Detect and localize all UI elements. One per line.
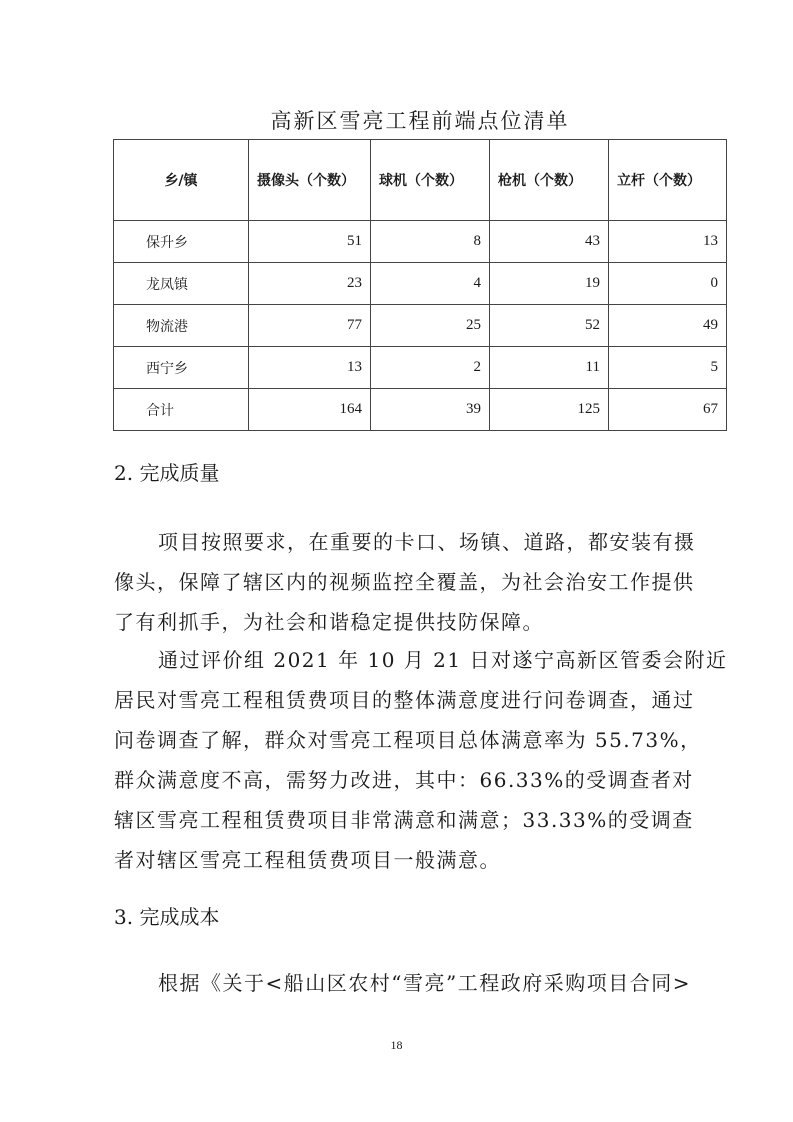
table-row [114, 263, 727, 305]
paragraph-line: 了有利抓手，为社会和谐稳定提供技防保障。 [114, 610, 544, 634]
table-title: 高新区雪亮工程前端点位清单 [270, 109, 570, 133]
cell-town: 龙凤镇 [114, 263, 249, 305]
cell-town: 西宁乡 [114, 347, 249, 389]
cell-cameras: 77 [249, 305, 371, 347]
equipment-table [113, 139, 727, 431]
section-heading: 3. 完成成本 [114, 905, 220, 929]
cell-cameras: 23 [249, 263, 371, 305]
cell-bullet: 43 [490, 221, 609, 263]
table-total-row [114, 389, 727, 431]
cell-town: 物流港 [114, 305, 249, 347]
cell-poles: 13 [609, 221, 727, 263]
cell-bullet: 125 [490, 389, 609, 431]
cell-dome: 8 [371, 221, 490, 263]
header-dome: 球机（个数） [371, 140, 490, 221]
paragraph-line: 通过评价组 2021 年 10 月 21 日对遂宁高新区管委会附近 [158, 648, 728, 672]
cell-poles: 49 [609, 305, 727, 347]
table-row [114, 305, 727, 347]
cell-cameras: 13 [249, 347, 371, 389]
paragraph-line: 项目按照要求，在重要的卡口、场镇、道路，都安装有摄 [158, 530, 696, 554]
paragraph-line: 居民对雪亮工程租赁费项目的整体满意度进行问卷调查，通过 [114, 688, 695, 712]
table-header-row [114, 140, 727, 221]
paragraph-line: 根据《关于<船山区农村“雪亮”工程政府采购项目合同> [158, 971, 691, 995]
cell-bullet: 19 [490, 263, 609, 305]
paragraph-line: 问卷调查了解，群众对雪亮工程项目总体满意率为 55.73%， [114, 728, 702, 752]
page-number: 18 [390, 1038, 403, 1052]
paragraph-line: 者对辖区雪亮工程租赁费项目一般满意。 [114, 848, 501, 872]
cell-town: 合计 [114, 389, 249, 431]
cell-cameras: 51 [249, 221, 371, 263]
cell-poles: 5 [609, 347, 727, 389]
cell-dome: 39 [371, 389, 490, 431]
cell-cameras: 164 [249, 389, 371, 431]
cell-dome: 25 [371, 305, 490, 347]
header-town: 乡/镇 [114, 140, 249, 221]
cell-dome: 2 [371, 347, 490, 389]
cell-poles: 0 [609, 263, 727, 305]
cell-bullet: 52 [490, 305, 609, 347]
cell-town: 保升乡 [114, 221, 249, 263]
cell-poles: 67 [609, 389, 727, 431]
cell-bullet: 11 [490, 347, 609, 389]
section-heading: 2. 完成质量 [114, 461, 220, 485]
paragraph-line: 辖区雪亮工程租赁费项目非常满意和满意；33.33%的受调查 [114, 808, 694, 832]
header-bullet: 枪机（个数） [490, 140, 609, 221]
table-row [114, 221, 727, 263]
header-cameras: 摄像头（个数） [249, 140, 371, 221]
paragraph-line: 像头，保障了辖区内的视频监控全覆盖，为社会治安工作提供 [114, 570, 695, 594]
table-row [114, 347, 727, 389]
paragraph-line: 群众满意度不高，需努力改进，其中：66.33%的受调查者对 [114, 768, 694, 792]
cell-dome: 4 [371, 263, 490, 305]
header-poles: 立杆（个数） [609, 140, 727, 221]
